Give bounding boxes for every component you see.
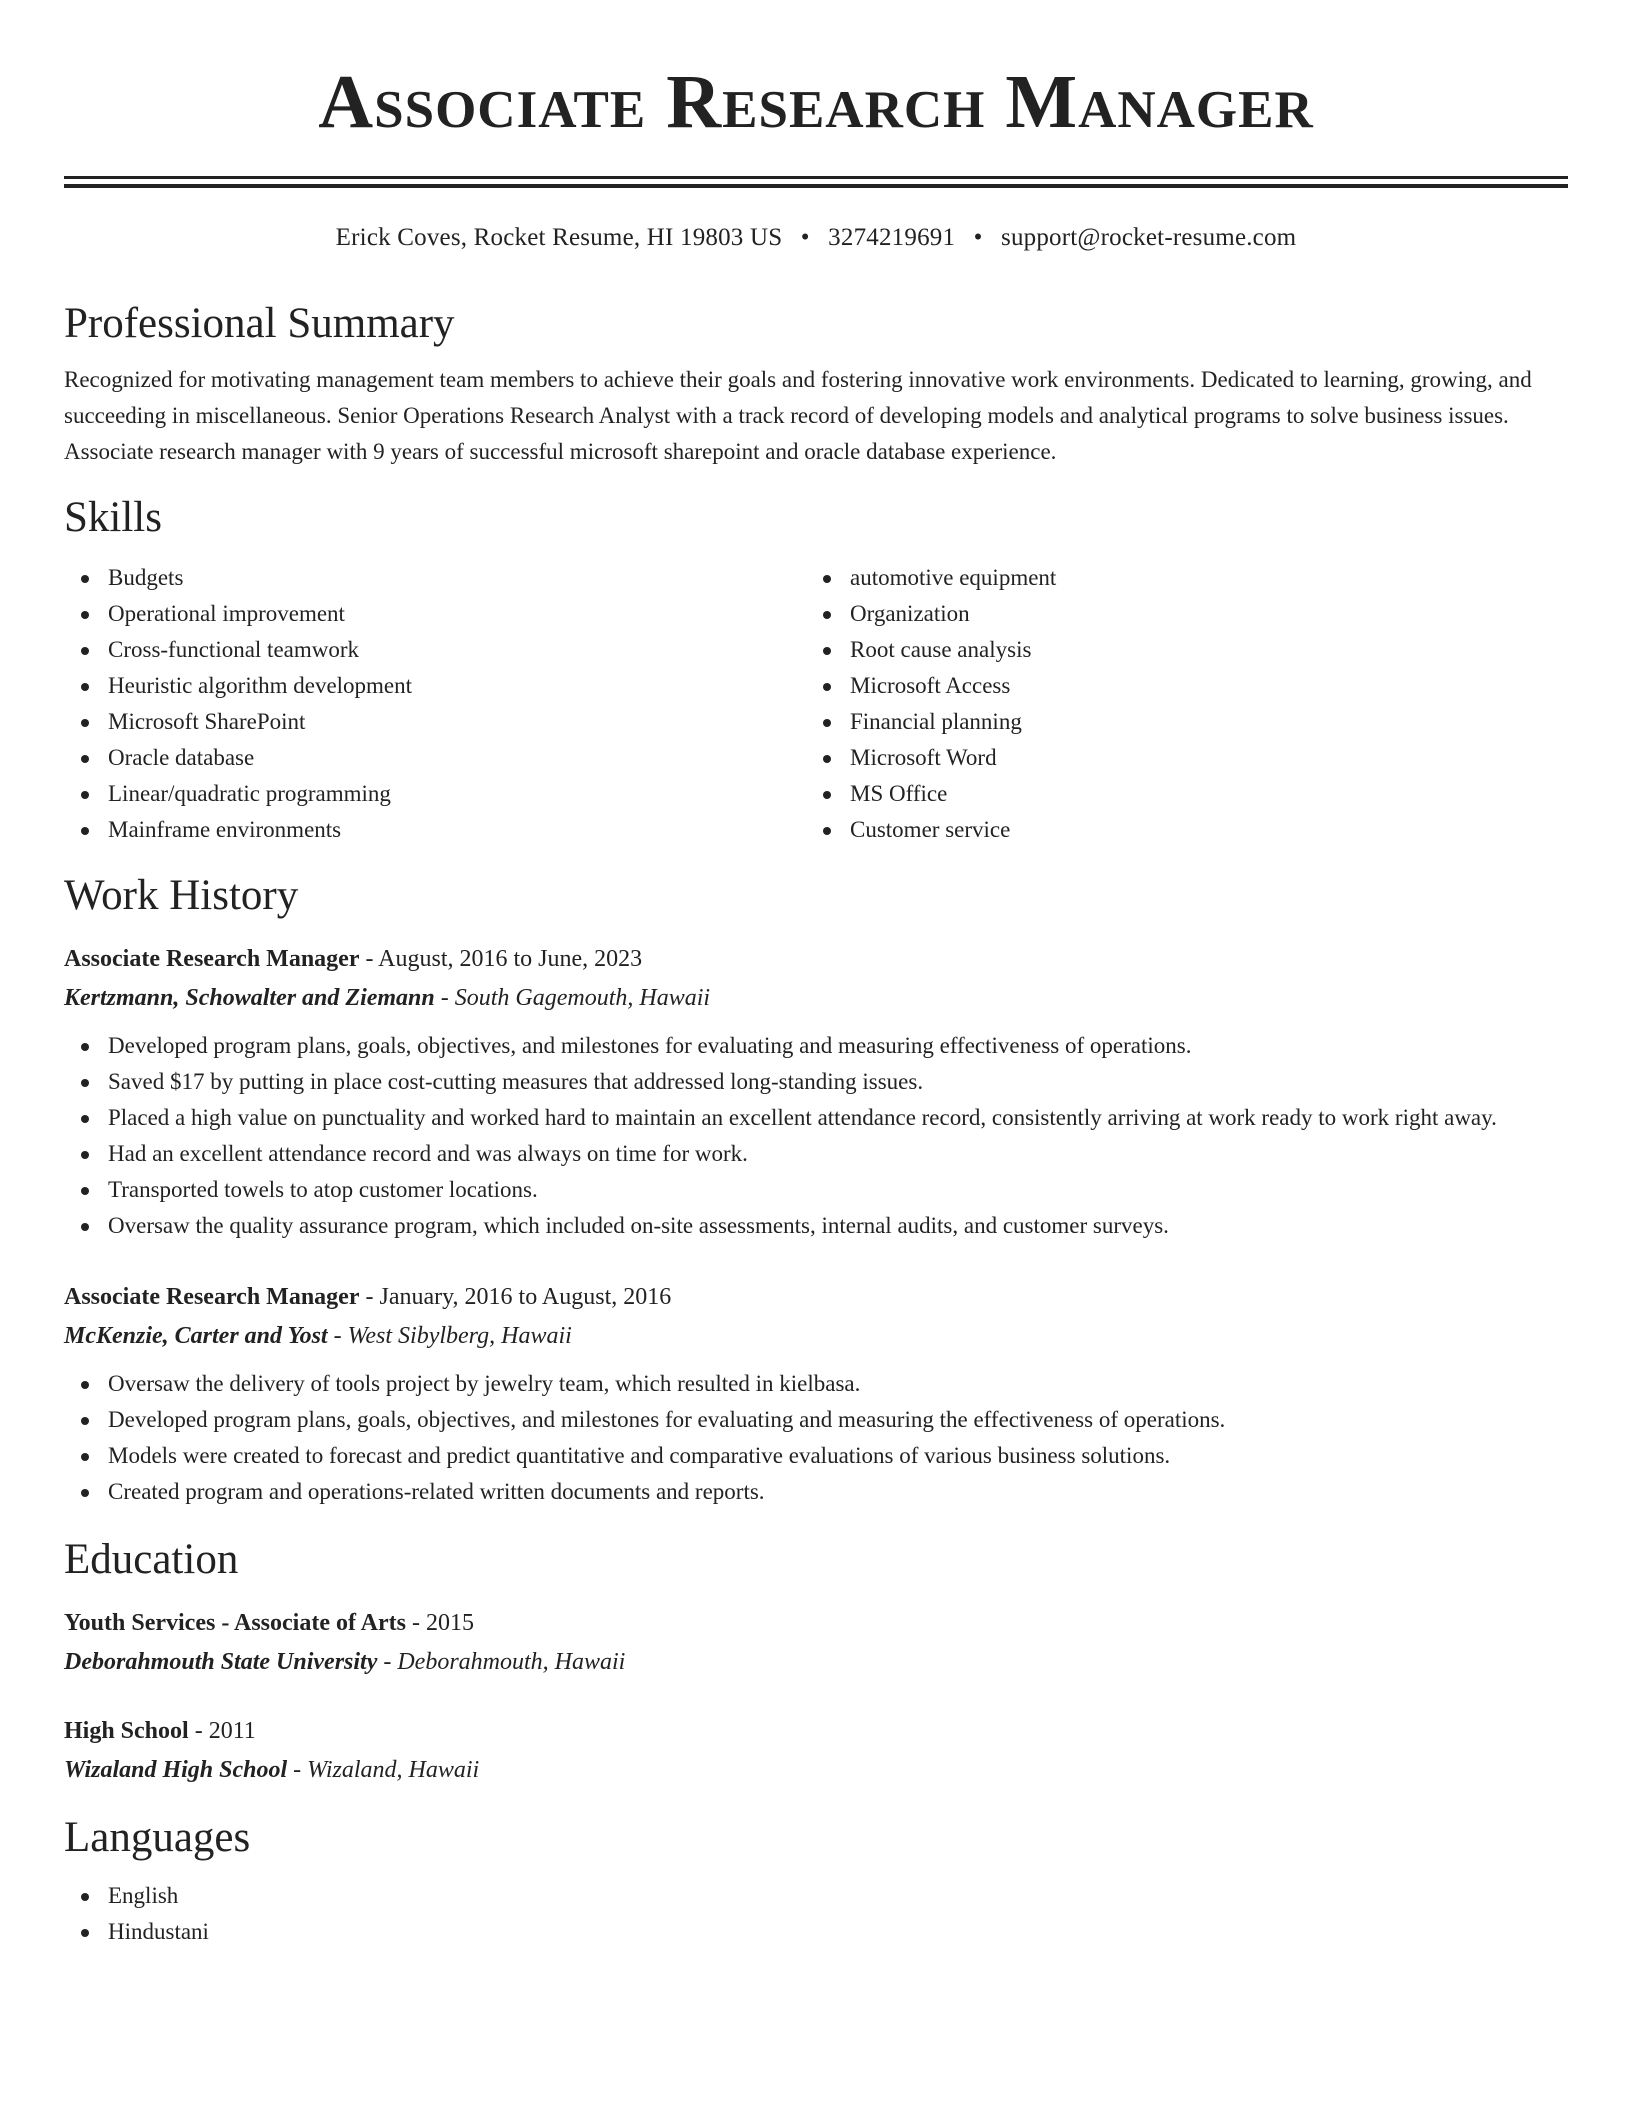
title-divider bbox=[64, 176, 1568, 188]
job-location: - South Gagemouth, Hawaii bbox=[434, 985, 711, 1011]
contact-address: Erick Coves, Rocket Resume, HI 19803 US bbox=[335, 224, 783, 251]
education-header bbox=[64, 1712, 1568, 1750]
job-entry bbox=[64, 1278, 1568, 1510]
education-location: - Deborahmouth, Hawaii bbox=[377, 1649, 626, 1675]
skill-item: automotive equipment bbox=[806, 560, 1548, 596]
contact-email: support@rocket-resume.com bbox=[1001, 224, 1297, 251]
job-header bbox=[64, 1278, 1568, 1316]
job-bullet: Models were created to forecast and predict quantitative and comparative evaluations of various business solutions. bbox=[64, 1438, 1568, 1474]
job-bullet: Oversaw the delivery of tools project by jewelry team, which resulted in kielbasa. bbox=[64, 1366, 1568, 1402]
job-bullet: Saved $17 by putting in place cost-cutting measures that addressed long-standing issues. bbox=[64, 1064, 1568, 1100]
skill-item: Root cause analysis bbox=[806, 632, 1548, 668]
job-bullets bbox=[64, 1028, 1568, 1244]
skill-item: MS Office bbox=[806, 776, 1548, 812]
education-school: Wizaland High School bbox=[64, 1757, 288, 1783]
skill-item: Heuristic algorithm development bbox=[64, 668, 806, 704]
job-bullets bbox=[64, 1366, 1568, 1510]
education-school: Deborahmouth State University bbox=[64, 1649, 378, 1675]
skill-item: Microsoft Access bbox=[806, 668, 1548, 704]
skills-list-right bbox=[806, 560, 1548, 848]
education-year: - 2011 bbox=[188, 1718, 256, 1744]
skills-list-left bbox=[64, 560, 806, 848]
section-heading-skills: Skills bbox=[64, 494, 162, 541]
skill-item: Oracle database bbox=[64, 740, 806, 776]
job-bullet: Created program and operations-related written documents and reports. bbox=[64, 1474, 1568, 1510]
education-school-line bbox=[64, 1750, 1568, 1790]
education-entry bbox=[64, 1604, 1568, 1682]
job-title: Associate Research Manager bbox=[64, 946, 360, 972]
section-heading-education: Education bbox=[64, 1536, 239, 1583]
contact-line bbox=[64, 222, 1568, 254]
skill-item: Linear/quadratic programming bbox=[64, 776, 806, 812]
section-heading-work-history: Work History bbox=[64, 872, 299, 919]
skill-item: Microsoft Word bbox=[806, 740, 1548, 776]
contact-phone: 3274219691 bbox=[828, 224, 956, 251]
skill-item: Organization bbox=[806, 596, 1548, 632]
skill-item: Budgets bbox=[64, 560, 806, 596]
job-employer bbox=[64, 978, 1568, 1018]
language-item: English bbox=[64, 1878, 1568, 1914]
job-bullet: Transported towels to atop customer locations. bbox=[64, 1172, 1568, 1208]
skill-item: Microsoft SharePoint bbox=[64, 704, 806, 740]
education-year: - 2015 bbox=[405, 1610, 474, 1636]
education-location: - Wizaland, Hawaii bbox=[287, 1757, 480, 1783]
job-bullet: Had an excellent attendance record and was always on time for work. bbox=[64, 1136, 1568, 1172]
job-company: McKenzie, Carter and Yost bbox=[64, 1323, 328, 1349]
summary-text: Recognized for motivating management team members to achieve their goals and fostering innovative work environments. Dedicated to learning, growing, and succeeding in miscellaneous. Senior Operations Research Analyst with a track record of developing models and analytical programs to solve business issues. Associate research manager with 9 years of successful microsoft sharepoint and oracle database experience. bbox=[64, 367, 1532, 464]
resume-title: Associate Research Manager bbox=[318, 60, 1314, 144]
job-entry bbox=[64, 940, 1568, 1244]
job-dates: - August, 2016 to June, 2023 bbox=[359, 946, 643, 972]
job-dates: - January, 2016 to August, 2016 bbox=[359, 1284, 672, 1310]
section-heading-summary: Professional Summary bbox=[64, 300, 455, 347]
skills-columns bbox=[64, 560, 1568, 848]
section-heading-languages: Languages bbox=[64, 1814, 251, 1861]
job-bullet: Developed program plans, goals, objectives, and milestones for evaluating and measuring the effectiveness of operations. bbox=[64, 1402, 1568, 1438]
education-entry bbox=[64, 1712, 1568, 1790]
resume-page bbox=[64, 0, 1568, 1950]
skill-item: Mainframe environments bbox=[64, 812, 806, 848]
job-company: Kertzmann, Schowalter and Ziemann bbox=[64, 985, 435, 1011]
job-bullet: Oversaw the quality assurance program, which included on-site assessments, internal audits, and customer surveys. bbox=[64, 1208, 1568, 1244]
skill-item: Cross-functional teamwork bbox=[64, 632, 806, 668]
education-header bbox=[64, 1604, 1568, 1642]
education-school-line bbox=[64, 1642, 1568, 1682]
job-title: Associate Research Manager bbox=[64, 1284, 360, 1310]
skill-item: Operational improvement bbox=[64, 596, 806, 632]
contact-separator: • bbox=[800, 224, 810, 251]
skill-item: Financial planning bbox=[806, 704, 1548, 740]
skill-item: Customer service bbox=[806, 812, 1548, 848]
education-degree: High School bbox=[64, 1718, 189, 1744]
languages-list bbox=[64, 1878, 1568, 1950]
job-header bbox=[64, 940, 1568, 978]
contact-separator: • bbox=[973, 224, 983, 251]
job-bullet: Developed program plans, goals, objectives, and milestones for evaluating and measuring effectiveness of operations. bbox=[64, 1028, 1568, 1064]
job-location: - West Sibylberg, Hawaii bbox=[327, 1323, 572, 1349]
job-bullet: Placed a high value on punctuality and worked hard to maintain an excellent attendance record, consistently arriving at work ready to work right away. bbox=[64, 1100, 1568, 1136]
language-item: Hindustani bbox=[64, 1914, 1568, 1950]
education-degree: Youth Services - Associate of Arts bbox=[64, 1610, 406, 1636]
job-employer bbox=[64, 1316, 1568, 1356]
